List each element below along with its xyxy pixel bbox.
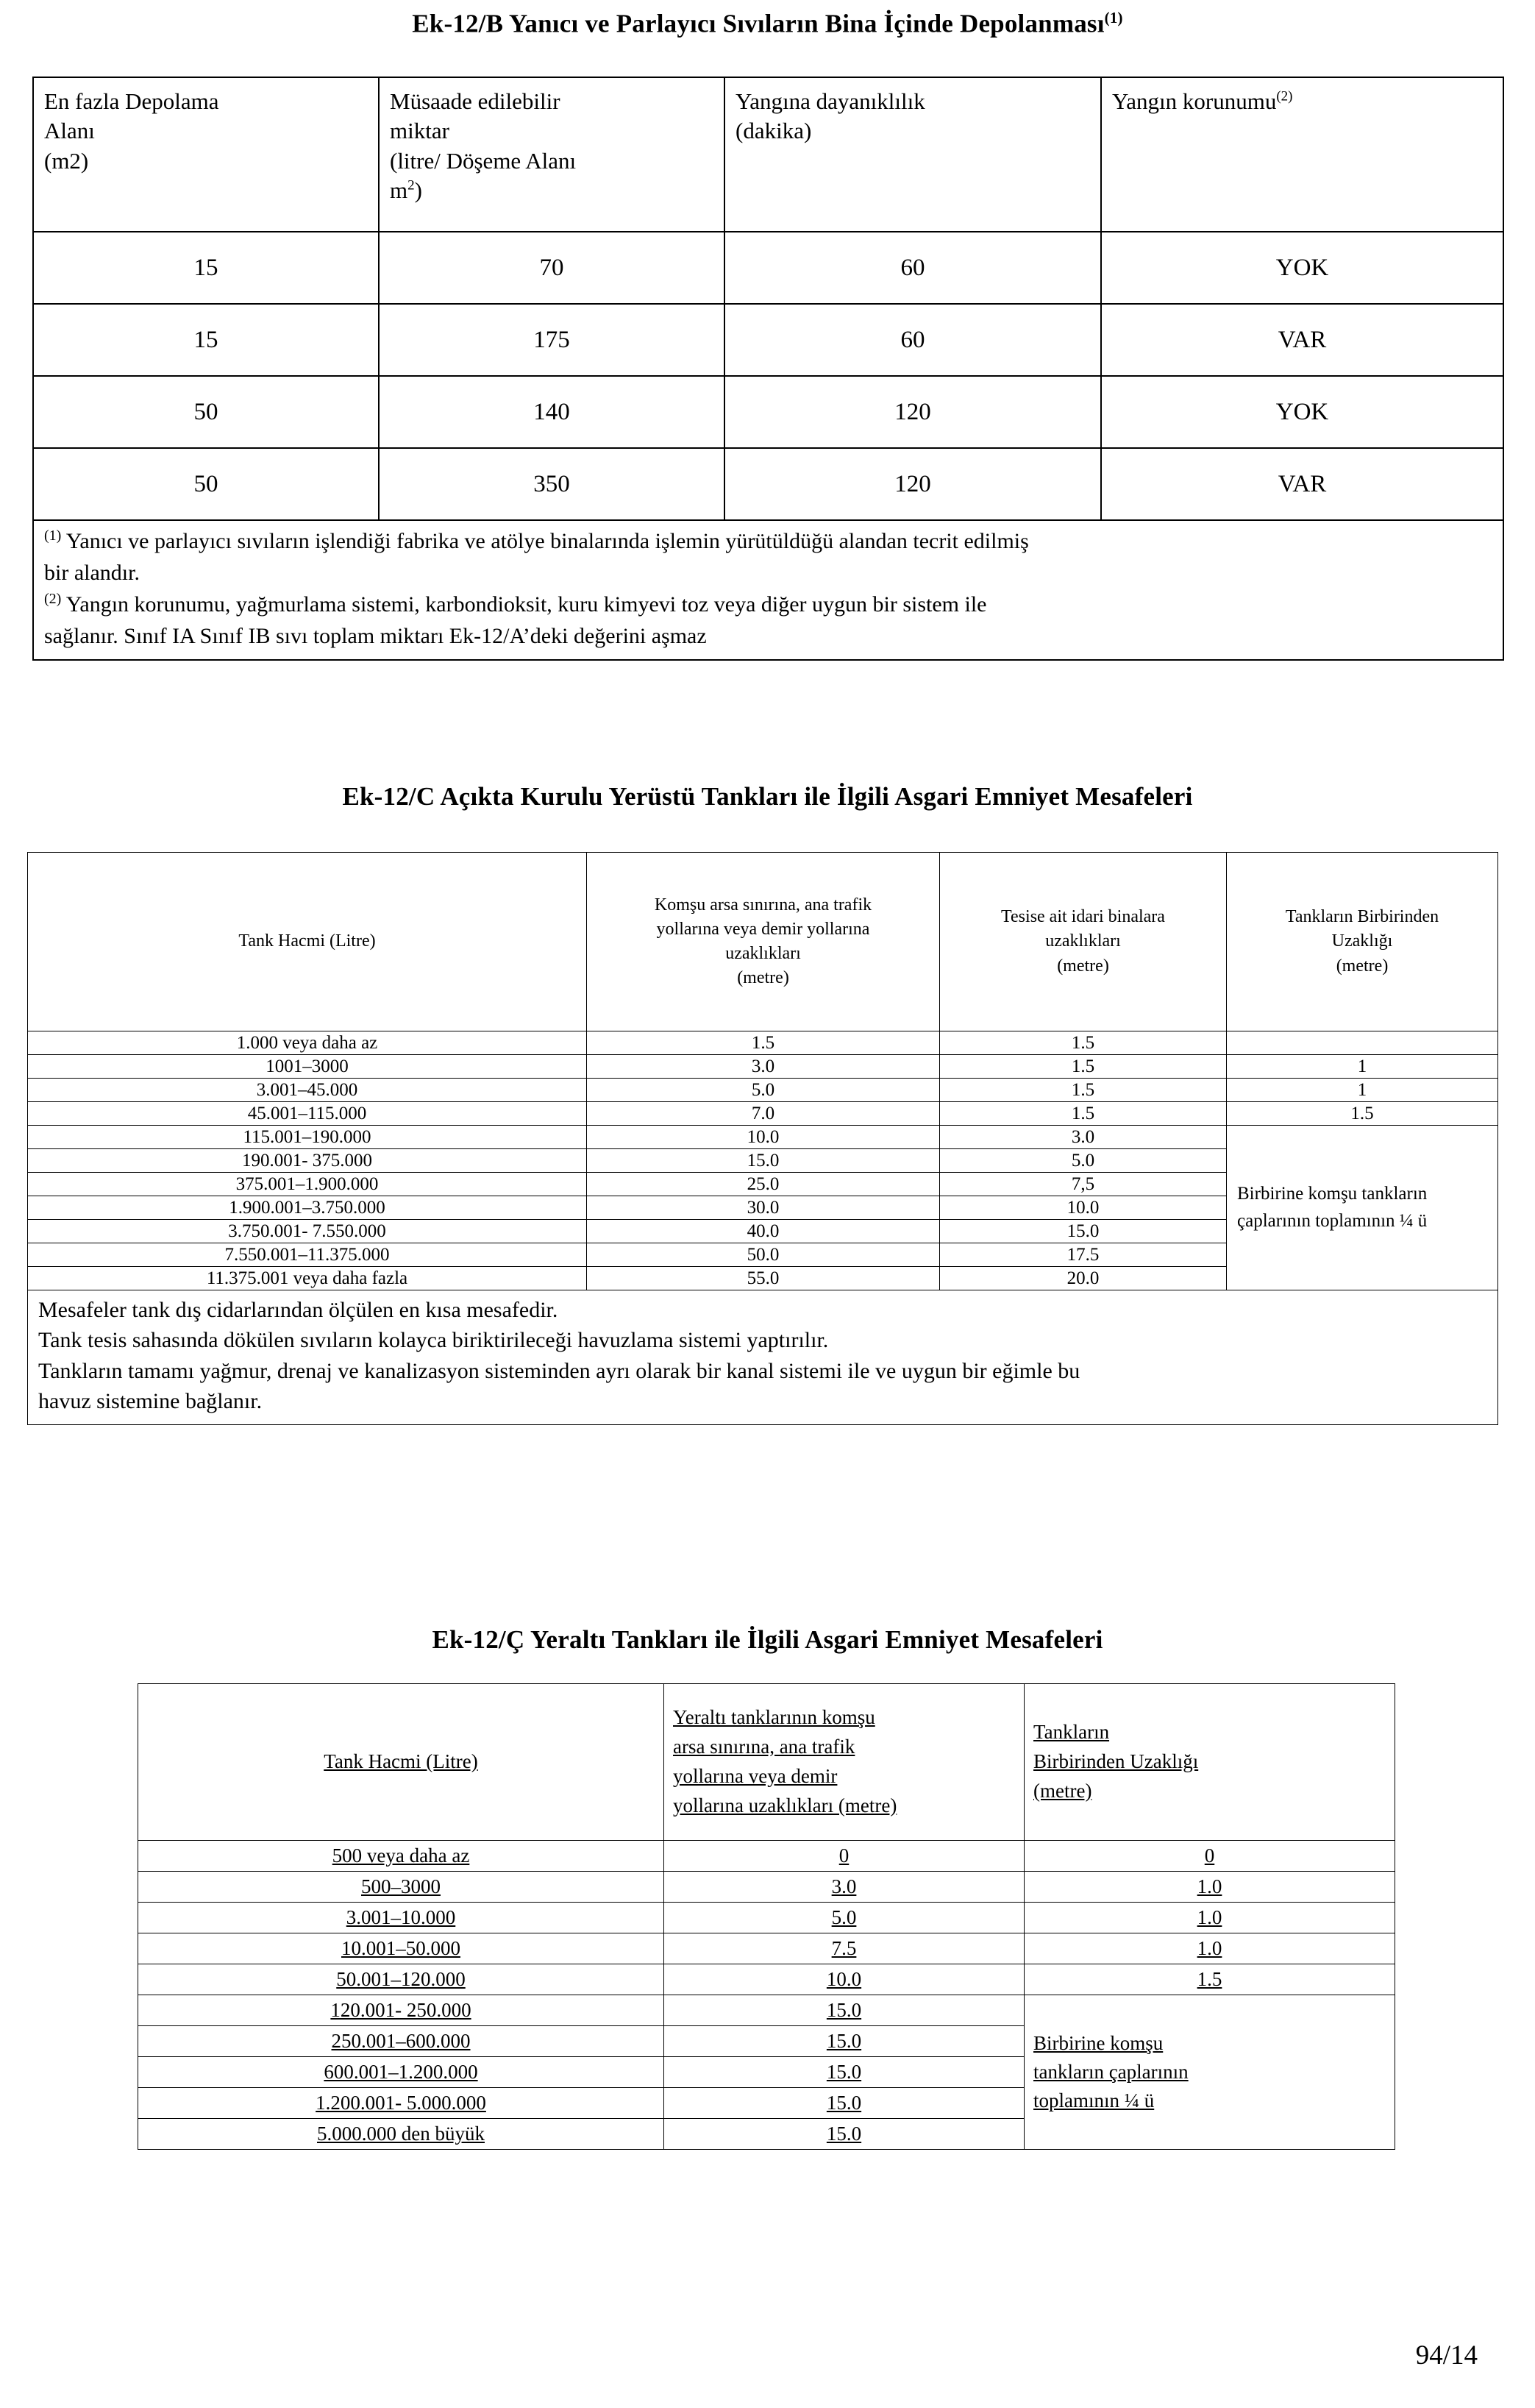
column-header-road-distance-l4: (metre) (737, 968, 789, 988)
merged-note-l3: toplamının ¼ ü (1033, 2089, 1155, 2112)
cell-permitted-amount: 140 (379, 376, 724, 448)
footnote-2-line1: Yangın korunumu, yağmurlama sistemi, karbondioksit, kuru kimyevi toz veya diğer uygun bir sistem ile (65, 592, 987, 617)
column-header-tank-to-tank-distance-l1: Tankların (1033, 1721, 1110, 1744)
column-header-tank-to-tank-distance (1025, 1684, 1395, 1841)
cell-tank-volume (138, 2026, 664, 2057)
cell-tank-volume-text: 120.001- 250.000 (330, 1999, 471, 2021)
table-footnotes-row (33, 520, 1503, 660)
table-row (33, 448, 1503, 520)
cell-tank-distance: 1.5 (1227, 1102, 1498, 1126)
table-ek12c-footer (28, 1290, 1498, 1425)
cell-admin-distance: 17.5 (940, 1243, 1227, 1267)
footer-line-1: Mesafeler tank dış cidarlarından ölçülen en kısa mesafedir. (38, 1298, 558, 1322)
table-row (138, 1933, 1395, 1964)
cell-road-distance-text: 15.0 (826, 1999, 862, 2021)
cell-tank-volume-text: 50.001–120.000 (336, 1968, 466, 1990)
cell-road-distance (664, 1933, 1025, 1964)
cell-tank-distance-text: 1.0 (1197, 1906, 1222, 1928)
table-row (138, 1964, 1395, 1995)
column-header-tank-to-tank-distance (1227, 853, 1498, 1031)
column-header-storage-area-l3: (m2) (44, 147, 89, 174)
column-header-tank-to-tank-distance-l2: Birbirinden Uzaklığı (1033, 1750, 1199, 1773)
cell-road-distance: 30.0 (587, 1196, 940, 1220)
footer-line-3: Tankların tamamı yağmur, drenaj ve kanalizasyon sisteminden ayrı olarak bir kanal sistemi ile ve uygun bir eğimle bu (38, 1358, 1080, 1383)
cell-fire-protection: VAR (1101, 448, 1503, 520)
table-row (28, 1079, 1498, 1102)
cell-road-distance: 55.0 (587, 1267, 940, 1290)
cell-admin-distance: 7,5 (940, 1173, 1227, 1196)
table-ek12c-cedilla (138, 1683, 1395, 2150)
cell-fire-protection: YOK (1101, 232, 1503, 304)
cell-tank-distance (1025, 1872, 1395, 1903)
footnote-2-line2: sağlanır. Sınıf IA Sınıf IB sıvı toplam miktarı Ek-12/A’deki değerini aşmaz (44, 623, 707, 648)
column-header-road-distance-l1: Komşu arsa sınırına, ana trafik (654, 895, 872, 914)
cell-road-distance: 25.0 (587, 1173, 940, 1196)
section-title-ek12c-cedilla: Ek-12/Ç Yeraltı Tankları ile İlgili Asgari Emniyet Mesafeleri (432, 1625, 1103, 1654)
cell-admin-distance: 1.5 (940, 1079, 1227, 1102)
column-header-tank-volume-l1: Tank Hacmi (Litre) (238, 931, 376, 951)
cell-permitted-amount: 175 (379, 304, 724, 376)
cell-road-distance (664, 2119, 1025, 2150)
column-header-tank-to-tank-distance-l3: (metre) (1033, 1779, 1092, 1802)
table-row (28, 1126, 1498, 1149)
cell-permitted-amount: 70 (379, 232, 724, 304)
cell-road-distance-text: 15.0 (826, 2030, 862, 2052)
footnote-1-line1: Yanıcı ve parlayıcı sıvıların işlendiği fabrika ve atölye binalarında işlemin yürütüldüğü alandan tecrit edilmiş (65, 529, 1029, 553)
footnote-2-marker: (2) (44, 591, 62, 608)
cell-road-distance (664, 1872, 1025, 1903)
column-header-tank-volume-text: Tank Hacmi (Litre) (324, 1750, 478, 1773)
cell-road-distance: 1.5 (587, 1031, 940, 1055)
cell-tank-distance: 1 (1227, 1079, 1498, 1102)
cell-road-distance-text: 7.5 (831, 1937, 857, 1959)
cell-storage-area: 15 (33, 304, 379, 376)
table-row (28, 1055, 1498, 1079)
cell-tank-distance-text: 0 (1204, 1844, 1215, 1867)
cell-tank-distance-merged-note (1025, 1995, 1395, 2150)
cell-tank-distance (1227, 1031, 1498, 1055)
column-header-tank-volume (28, 853, 587, 1031)
cell-admin-distance: 1.5 (940, 1102, 1227, 1126)
cell-tank-volume: 1001–3000 (28, 1055, 587, 1079)
cell-tank-volume: 3.001–45.000 (28, 1079, 587, 1102)
cell-road-distance (664, 2026, 1025, 2057)
cell-road-distance (664, 2088, 1025, 2119)
cell-tank-volume (138, 1872, 664, 1903)
column-header-admin-building-distance (940, 853, 1227, 1031)
cell-road-distance: 15.0 (587, 1149, 940, 1173)
cell-fire-resistance: 120 (724, 448, 1101, 520)
cell-road-distance: 50.0 (587, 1243, 940, 1267)
cell-road-distance: 5.0 (587, 1079, 940, 1102)
cell-fire-resistance: 60 (724, 232, 1101, 304)
cell-road-distance: 40.0 (587, 1220, 940, 1243)
cell-tank-volume-text: 1.200.001- 5.000.000 (316, 2092, 486, 2114)
column-header-permitted-amount (379, 77, 724, 232)
cell-tank-volume-text: 10.001–50.000 (341, 1937, 460, 1959)
cell-tank-volume (138, 1964, 664, 1995)
cell-tank-volume (138, 1933, 664, 1964)
column-header-underground-road-distance-l1: Yeraltı tanklarının komşu (673, 1706, 875, 1729)
cell-road-distance-text: 15.0 (826, 2123, 862, 2145)
column-header-storage-area (33, 77, 379, 232)
column-header-tank-to-tank-distance-l3: (metre) (1336, 956, 1389, 976)
cell-road-distance (664, 2057, 1025, 2088)
cell-fire-protection: YOK (1101, 376, 1503, 448)
cell-tank-volume: 3.750.001- 7.550.000 (28, 1220, 587, 1243)
table-row (138, 1841, 1395, 1872)
cell-tank-volume-text: 500 veya daha az (332, 1844, 470, 1867)
cell-tank-distance (1025, 1903, 1395, 1933)
column-header-permitted-amount-l3: (litre/ Döşeme Alanı (390, 147, 577, 174)
cell-road-distance: 7.0 (587, 1102, 940, 1126)
section-title-ek12c: Ek-12/C Açıkta Kurulu Yerüstü Tankları ile İlgili Asgari Emniyet Mesafeleri (342, 782, 1193, 811)
cell-fire-resistance: 60 (724, 304, 1101, 376)
footnote-1 (44, 525, 1492, 558)
column-header-fire-resistance (724, 77, 1101, 232)
table-row (28, 1102, 1498, 1126)
column-header-underground-road-distance (664, 1684, 1025, 1841)
column-header-fire-protection-text: Yangın korunumu (1112, 88, 1277, 114)
cell-road-distance-text: 10.0 (826, 1968, 862, 1990)
cell-road-distance-text: 15.0 (826, 2061, 862, 2083)
cell-tank-volume: 190.001- 375.000 (28, 1149, 587, 1173)
cell-tank-volume: 1.000 veya daha az (28, 1031, 587, 1055)
footnote-1-line2: bir alandır. (44, 560, 140, 585)
cell-admin-distance: 1.5 (940, 1055, 1227, 1079)
column-header-admin-building-distance-l1: Tesise ait idari binalara (1001, 907, 1165, 927)
table-header-row (28, 853, 1498, 1031)
column-header-tank-to-tank-distance-l2: Uzaklığı (1331, 931, 1393, 951)
column-header-road-distance-l2: yollarına veya demir yollarına (656, 919, 870, 939)
column-header-admin-building-distance-l2: uzaklıkları (1045, 931, 1121, 951)
column-header-permitted-amount-l1: Müsaade edilebilir (390, 88, 560, 114)
section-title-ek12b (0, 9, 1535, 39)
cell-tank-volume (138, 1841, 664, 1872)
cell-tank-distance (1025, 1841, 1395, 1872)
footnote-2 (44, 589, 1492, 621)
table-ek12b (32, 77, 1504, 661)
cell-tank-distance-text: 1.0 (1197, 1875, 1222, 1897)
cell-tank-volume: 11.375.001 veya daha fazla (28, 1267, 587, 1290)
table-row (33, 304, 1503, 376)
cell-fire-resistance: 120 (724, 376, 1101, 448)
column-header-fire-resistance-l2: (dakika) (736, 118, 812, 144)
table-row (33, 232, 1503, 304)
cell-storage-area: 50 (33, 376, 379, 448)
cell-road-distance (664, 1903, 1025, 1933)
column-header-permitted-amount-l4: $m^2$) (390, 177, 422, 203)
cell-road-distance (664, 1964, 1025, 1995)
cell-storage-area: 15 (33, 232, 379, 304)
cell-fire-protection: VAR (1101, 304, 1503, 376)
cell-tank-distance (1025, 1933, 1395, 1964)
table-header-row (138, 1684, 1395, 1841)
cell-admin-distance: 5.0 (940, 1149, 1227, 1173)
cell-tank-volume: 1.900.001–3.750.000 (28, 1196, 587, 1220)
table-row (138, 1872, 1395, 1903)
cell-tank-distance-text: 1.5 (1197, 1968, 1222, 1990)
column-header-storage-area-l2: Alanı (44, 118, 95, 144)
column-header-tank-to-tank-distance-l1: Tankların Birbirinden (1285, 907, 1439, 927)
cell-admin-distance: 10.0 (940, 1196, 1227, 1220)
cell-tank-volume (138, 2057, 664, 2088)
column-header-storage-area-l1: En fazla Depolama (44, 88, 219, 114)
table-row (138, 1903, 1395, 1933)
column-header-road-distance (587, 853, 940, 1031)
cell-admin-distance: 20.0 (940, 1267, 1227, 1290)
cell-tank-volume (138, 1995, 664, 2026)
column-header-admin-building-distance-l3: (metre) (1057, 956, 1109, 976)
table-row (138, 1995, 1395, 2026)
column-header-road-distance-l3: uzaklıkları (725, 944, 801, 963)
column-header-underground-road-distance-l4: yollarına uzaklıkları (metre) (673, 1794, 897, 1816)
merged-note-l1: Birbirine komşu (1033, 2031, 1164, 2054)
column-header-permitted-amount-l2: miktar (390, 118, 449, 144)
column-header-tank-volume (138, 1684, 664, 1841)
cell-tank-distance-text: 1.0 (1197, 1937, 1222, 1959)
table-row (28, 1031, 1498, 1055)
cell-road-distance-text: 0 (838, 1844, 850, 1867)
cell-road-distance-text: 15.0 (826, 2092, 862, 2114)
cell-road-distance-text: 5.0 (831, 1906, 857, 1928)
cell-tank-volume (138, 2119, 664, 2150)
table-header-row (33, 77, 1503, 232)
cell-road-distance (664, 1995, 1025, 2026)
cell-admin-distance: 3.0 (940, 1126, 1227, 1149)
cell-tank-volume-text: 3.001–10.000 (346, 1906, 456, 1928)
cell-road-distance: 10.0 (587, 1126, 940, 1149)
page-number: 94/14 (1415, 2340, 1478, 2370)
footer-line-4: havuz sistemine bağlanır. (38, 1389, 263, 1414)
cell-tank-volume: 45.001–115.000 (28, 1102, 587, 1126)
cell-tank-volume-text: 5.000.000 den büyük (317, 2123, 485, 2145)
footnotes-cell (33, 520, 1503, 660)
cell-tank-distance-merged-note: Birbirine komşu tankların çaplarının toplamının ¼ ü (1227, 1126, 1498, 1290)
cell-tank-volume-text: 250.001–600.000 (331, 2030, 471, 2052)
cell-road-distance-text: 3.0 (831, 1875, 857, 1897)
table-row (33, 376, 1503, 448)
cell-road-distance: 3.0 (587, 1055, 940, 1079)
table-ek12c (27, 852, 1498, 1425)
cell-tank-volume-text: 600.001–1.200.000 (324, 2061, 478, 2083)
section-title-ek12b-superscript: (1) (1104, 9, 1123, 26)
cell-admin-distance: 1.5 (940, 1031, 1227, 1055)
cell-tank-volume (138, 1903, 664, 1933)
column-header-fire-protection-l1 (1112, 87, 1492, 116)
cell-tank-volume: 115.001–190.000 (28, 1126, 587, 1149)
cell-tank-volume: 7.550.001–11.375.000 (28, 1243, 587, 1267)
table-footer-row (28, 1290, 1498, 1425)
column-header-fire-protection (1101, 77, 1503, 232)
column-header-underground-road-distance-l3: yollarına veya demir (673, 1765, 838, 1787)
footnote-1-marker: (1) (44, 528, 62, 544)
column-header-fire-protection-superscript: (2) (1276, 88, 1293, 104)
section-title-ek12b-text: Ek-12/B Yanıcı ve Parlayıcı Sıvıların Bina İçinde Depolanması (412, 9, 1105, 38)
cell-admin-distance: 15.0 (940, 1220, 1227, 1243)
column-header-underground-road-distance-l2: arsa sınırına, ana trafik (673, 1736, 855, 1758)
cell-road-distance (664, 1841, 1025, 1872)
cell-tank-distance (1025, 1964, 1395, 1995)
cell-tank-volume: 375.001–1.900.000 (28, 1173, 587, 1196)
cell-tank-volume-text: 500–3000 (361, 1875, 441, 1897)
cell-tank-volume (138, 2088, 664, 2119)
cell-permitted-amount: 350 (379, 448, 724, 520)
merged-note-l2: tankların çaplarının (1033, 2060, 1189, 2083)
cell-storage-area: 50 (33, 448, 379, 520)
column-header-fire-resistance-l1: Yangına dayanıklılık (736, 88, 925, 114)
cell-tank-distance: 1 (1227, 1055, 1498, 1079)
footer-line-2: Tank tesis sahasında dökülen sıvıların kolayca biriktirileceği havuzlama sistemi yaptırılır. (38, 1328, 829, 1353)
